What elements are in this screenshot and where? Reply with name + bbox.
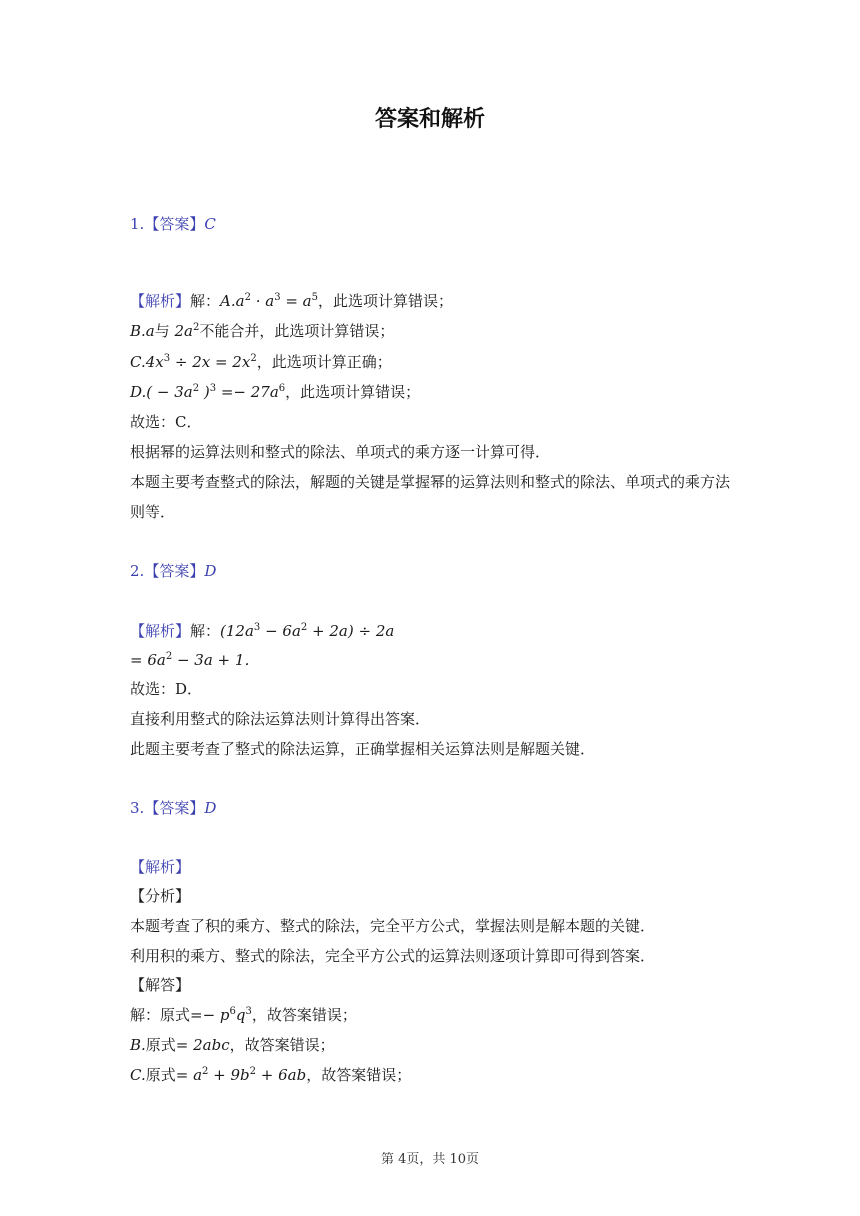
q2-method: 直接利用整式的除法运算法则计算得出答案． xyxy=(130,710,431,728)
q1-summary-1: 本题主要考查整式的除法，解题的关键是掌握幂的运算法则和整式的除法、单项式的乘方法 xyxy=(130,473,731,491)
q3-answer-label: 【答案】 xyxy=(144,799,205,817)
q2-answer-label: 【答案】 xyxy=(144,562,205,580)
q3-jieda-label: 【解答】 xyxy=(130,976,191,994)
q3-fenxi-line-2: 利用积的乘方、整式的除法，完全平方公式的运算法则逐项计算即可得到答案． xyxy=(130,947,656,965)
q2-answer-value: D xyxy=(204,562,217,580)
q1-analysis-label: 【解析】 xyxy=(130,292,191,310)
page-title: 答案和解析 xyxy=(374,107,485,132)
q1-answer-value: C xyxy=(204,215,216,233)
q3-jieda-line-2: B.原式= 2abc，故答案错误； xyxy=(130,1036,335,1054)
q1-method: 根据幂的运算法则和整式的除法、单项式的乘方逐一计算可得． xyxy=(130,443,551,461)
q1-analysis-line-4: $D.( - 3a^2$ )$^3 =- 27a^6$，此选项计算错误； xyxy=(130,383,421,401)
q3-analysis-label: 【解析】 xyxy=(130,858,191,876)
q3-answer-line xyxy=(130,798,216,818)
q3-jieda-line-3: C.原式= $a^2 + 9b^2 + 6ab$，故答案错误； xyxy=(130,1066,412,1084)
q2-analysis-line-2: = $6a^2 - 3a + 1$． xyxy=(130,651,260,669)
q3-number: 3. xyxy=(130,799,145,817)
q1-analysis-line-1: 【解析】解：$A.a^2 \cdot a^3 = a^5$，此选项计算错误； xyxy=(130,292,454,310)
q1-answer-line xyxy=(130,214,216,234)
q2-summary: 此题主要考查了整式的除法运算，正确掌握相关运算法则是解题关键． xyxy=(130,740,596,758)
q2-number: 2. xyxy=(130,562,145,580)
q3-fenxi-line-1: 本题考查了积的乘方、整式的除法，完全平方公式，掌握法则是解本题的关键． xyxy=(130,917,656,935)
q3-jieda-line-1: 解：原式=− $p^6q^3$，故答案错误； xyxy=(130,1006,357,1024)
q1-analysis-line-3: $C.4x^3 \div 2x = 2x^2$，此选项计算正确； xyxy=(130,353,392,371)
q2-answer-line xyxy=(130,561,216,581)
q1-summary-2: 则等． xyxy=(130,503,176,521)
q2-analysis-line-1: 【解析】解：$(12a^3 - 6a^2 + 2a) \div 2a$ xyxy=(130,622,395,640)
q3-answer-value: D xyxy=(204,799,217,817)
q1-number: 1. xyxy=(130,215,145,233)
q1-analysis-line-2: B.a与 $2a^2$不能合并，此选项计算错误； xyxy=(130,322,395,340)
q1-choose: 故选：C． xyxy=(130,413,202,431)
q2-choose: 故选：D． xyxy=(130,680,203,698)
q3-fenxi-label: 【分析】 xyxy=(130,887,191,905)
q2-analysis-label: 【解析】 xyxy=(130,622,191,640)
page-footer: 第 4页，共 10页 xyxy=(380,1152,480,1167)
q1-answer-label: 【答案】 xyxy=(144,215,205,233)
